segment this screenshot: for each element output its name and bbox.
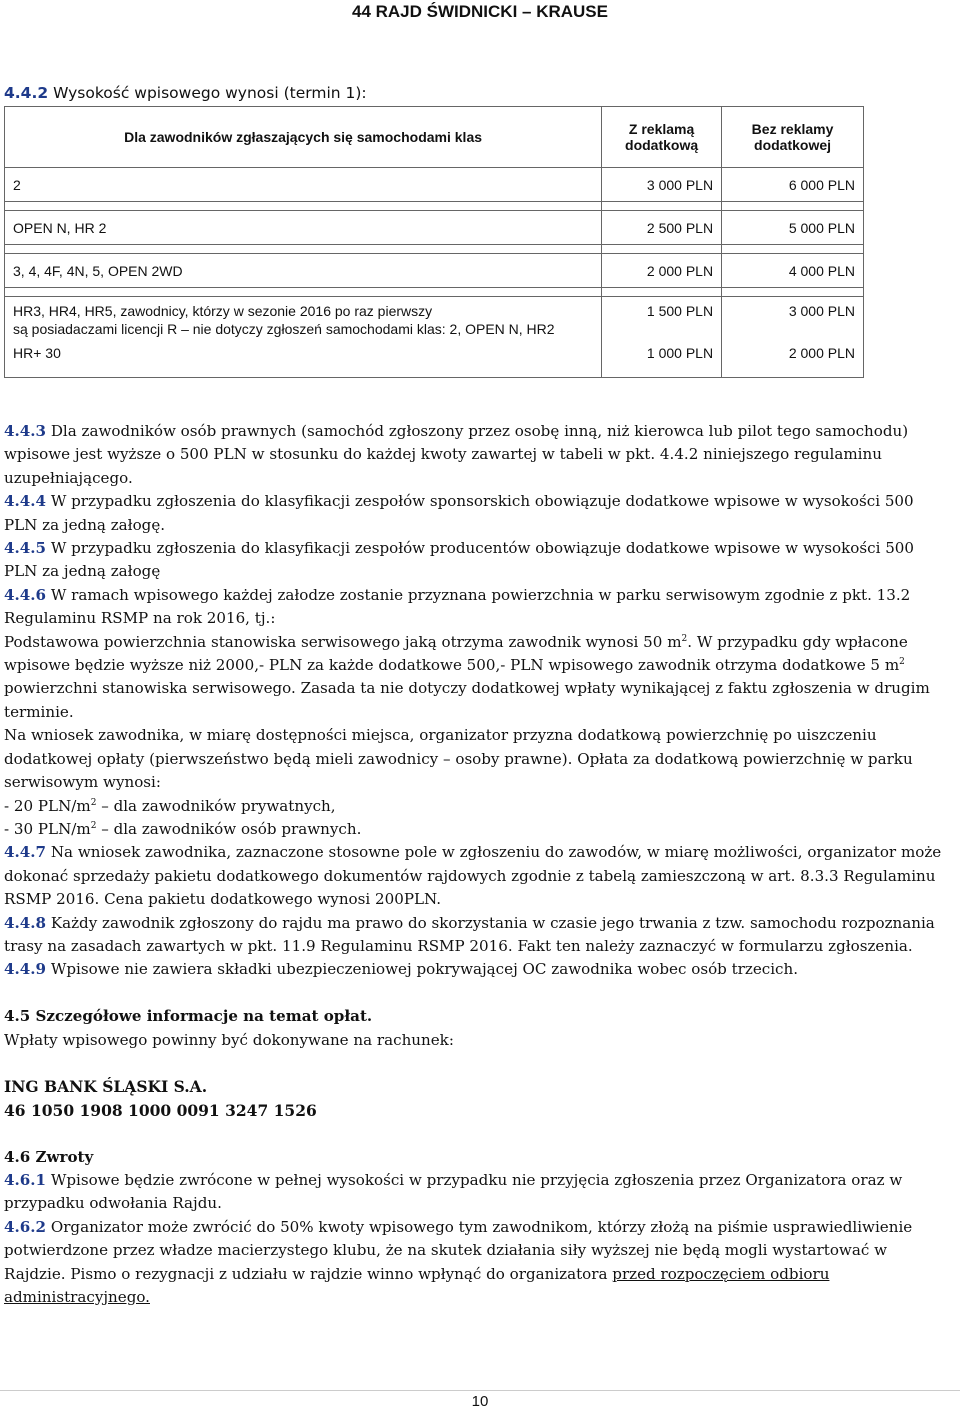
table-row: [5, 168, 864, 202]
paragraph-4-4-3: [4, 420, 949, 490]
table-row: [5, 211, 864, 245]
bank-name: ING BANK ŚLĄSKI S.A.: [4, 1077, 208, 1097]
section-number: 4.6.2: [4, 1217, 47, 1236]
paragraph-4-4-6: [4, 584, 949, 631]
class-line: HR3, HR4, HR5, zawodnicy, którzy w sezonie 2016 po raz pierwszy: [13, 303, 433, 319]
paragraph-service-area: [4, 631, 949, 725]
class-cell: 2: [5, 168, 602, 202]
paragraph-text: Wpisowe nie zawiera składki ubezpieczeniowej pokrywającej OC zawodnika wobec osób trzecich.: [46, 960, 799, 979]
fee-table-header-row: [5, 107, 864, 168]
section-number: 4.4.7: [4, 843, 47, 862]
paragraph-4-5: Wpłaty wpisowego powinny być dokonywane na rachunek:: [4, 1030, 454, 1049]
section-number: 4.4.4: [4, 492, 47, 511]
list-item: [4, 818, 949, 841]
paragraph-4-4-5: [4, 537, 949, 584]
paragraph-extra-area: Na wniosek zawodnika, w miarę dostępności miejsca, organizator przyzna dodatkową powierzchnię po uiszczeniu dodatkowej opłaty (pierwszeństwo będą mieli zawodnicy – osoby prawne). Opłata za dodatkową powierzchnię w parku serwisowym wynosi:: [4, 726, 913, 792]
with-ad-cell: 2 000 PLN: [602, 254, 722, 288]
header-without-ad: Bez reklamy dodatkowej: [722, 107, 864, 168]
page-number: 10: [471, 1393, 489, 1410]
fee-table: [4, 106, 864, 378]
section-number: 4.4.3: [4, 422, 47, 440]
header-with-ad: Z reklamą dodatkową: [602, 107, 722, 168]
paragraph-text: . W przypadku gdy wpłacone wpisowe będzie wyższe niż 2000,- PLN za każde dodatkowe 500,- PLN wpisowego zawodnik otrzyma dodatkowe 5 m: [4, 632, 908, 675]
table-row: [5, 297, 864, 344]
table-row: [5, 343, 864, 378]
paragraph-text: Dla zawodników osób prawnych (samochód zgłoszony przez osobę inną, niż kierowca lub pilot tego samochodu) wpisowe jest wyższe o 500 PLN w stosunku do każdej kwoty zawartej w tabeli w pkt. 4.4.2 niniejszego regulaminu uzupełniającego.: [4, 422, 909, 487]
paragraph-text: Każdy zawodnik zgłoszony do rajdu ma prawo do skorzystania w czasie jego trwania z tzw. samochodu rozpoznania trasy na zasadach zawartych w pkt. 11.9 Regulaminu RSMP 2016. Fakt ten należy zaznaczyć w formularzu zgłoszenia.: [4, 913, 935, 955]
list-text: – dla zawodników osób prawnych.: [96, 819, 362, 838]
class-cell: OPEN N, HR 2: [5, 211, 602, 245]
paragraph-text: powierzchni stanowiska serwisowego. Zasada ta nie dotyczy dodatkowej wpłaty wynikającej z faktu zgłoszenia w drugim terminie.: [4, 679, 930, 721]
paragraph-text: W przypadku zgłoszenia do klasyfikacji zespołów sponsorskich obowiązuje dodatkowe wpisowe w wysokości 500 PLN za jedną załogę.: [4, 492, 914, 534]
paragraph-text: Na wniosek zawodnika, zaznaczone stosowne pole w zgłoszeniu do zawodów, w miarę możliwości, organizator może dokonać sprzedaży pakietu dodatkowego dokumentów rajdowych zgodnie z tabelą zamieszczoną w art. 8.3.3 Regulaminu RSMP 2016. Cena pakietu dodatkowego wynosi 200PLN.: [4, 843, 942, 909]
paragraph-4-4-7: [4, 841, 949, 911]
paragraph-text: Podstawowa powierzchnia stanowiska serwisowego jaką otrzyma zawodnik wynosi 50 m: [4, 632, 682, 651]
list-text: - 20 PLN/m: [4, 796, 91, 815]
paragraph-text: Organizator może zwrócić do 50% kwoty wpisowego tym zawodnikom, którzy złożą na piśmie usprawiedliwienie potwierdzone przez władze macierzystego klubu, że na skutek działania siły wyższej nie będą mogli wystartować w Rajdzie. Pismo o rezygnacji z udziału w rajdzie winno wpłynąć do organizatora: [4, 1217, 913, 1283]
with-ad-cell: 1 000 PLN: [602, 343, 722, 378]
superscript: 2: [90, 820, 97, 831]
class-cell: HR+ 30: [5, 343, 602, 378]
paragraph-4-4-4: [4, 490, 949, 537]
section-number: 4.6.1: [4, 1170, 47, 1189]
without-ad-cell: 6 000 PLN: [722, 168, 864, 202]
page-header: 44 RAJD ŚWIDNICKI – KRAUSE: [352, 2, 608, 21]
without-ad-cell: 5 000 PLN: [722, 211, 864, 245]
paragraph-text: Wpisowe będzie zwrócone w pełnej wysokości w przypadku nie przyjęcia zgłoszenia przez Organizatora oraz w przypadku odwołania Rajdu.: [4, 1170, 903, 1213]
list-text: – dla zawodników prywatnych,: [96, 796, 336, 815]
class-cell: 3, 4, 4F, 4N, 5, OPEN 2WD: [5, 254, 602, 288]
section-text: Wysokość wpisowego wynosi (termin 1):: [48, 84, 367, 102]
table-row: [5, 254, 864, 288]
with-ad-cell: 3 000 PLN: [602, 168, 722, 202]
header-class: Dla zawodników zgłaszających się samochodami klas: [5, 107, 602, 168]
with-ad-cell: 1 500 PLN: [602, 297, 722, 344]
footer-divider: [0, 1390, 960, 1391]
paragraph-4-6-1: [4, 1169, 949, 1216]
paragraph-text: W ramach wpisowego każdej załodze zostanie przyznana powierzchnia w parku serwisowym zgodnie z pkt. 13.2 Regulaminu RSMP na rok 2016, tj.:: [4, 585, 911, 628]
section-number: 4.4.2: [4, 84, 49, 102]
class-line: są posiadaczami licencji R – nie dotyczy zgłoszeń samochodami klas: 2, OPEN N, HR2: [13, 321, 555, 337]
paragraph-4-4-9: [4, 958, 949, 981]
class-cell: [5, 297, 602, 344]
document-body: [4, 420, 949, 1309]
without-ad-cell: 2 000 PLN: [722, 343, 864, 378]
paragraph-4-6-2: [4, 1216, 949, 1310]
superscript: 2: [681, 633, 688, 644]
without-ad-cell: 4 000 PLN: [722, 254, 864, 288]
list-item: [4, 795, 949, 818]
superscript: 2: [90, 797, 97, 808]
bank-account: 46 1050 1908 1000 0091 3247 1526: [4, 1100, 317, 1120]
section-number: 4.4.6: [4, 585, 47, 604]
section-number: 4.4.8: [4, 913, 47, 932]
list-text: - 30 PLN/m: [4, 819, 91, 838]
section-number: 4.4.5: [4, 539, 47, 558]
paragraph-text-underlined: przed rozpoczęciem odbioru administracyjnego.: [4, 1264, 830, 1306]
heading-4-6: 4.6 Zwroty: [4, 1147, 94, 1166]
paragraph-4-4-8: [4, 912, 949, 959]
without-ad-cell: 3 000 PLN: [722, 297, 864, 344]
paragraph-text: W przypadku zgłoszenia do klasyfikacji zespołów producentów obowiązuje dodatkowe wpisowe w wysokości 500 PLN za jedną załogę: [4, 539, 915, 581]
section-4-4-2: [4, 84, 367, 102]
with-ad-cell: 2 500 PLN: [602, 211, 722, 245]
heading-4-5: 4.5 Szczegółowe informacje na temat opłat.: [4, 1007, 373, 1026]
section-number: 4.4.9: [4, 960, 47, 979]
superscript: 2: [899, 657, 905, 668]
